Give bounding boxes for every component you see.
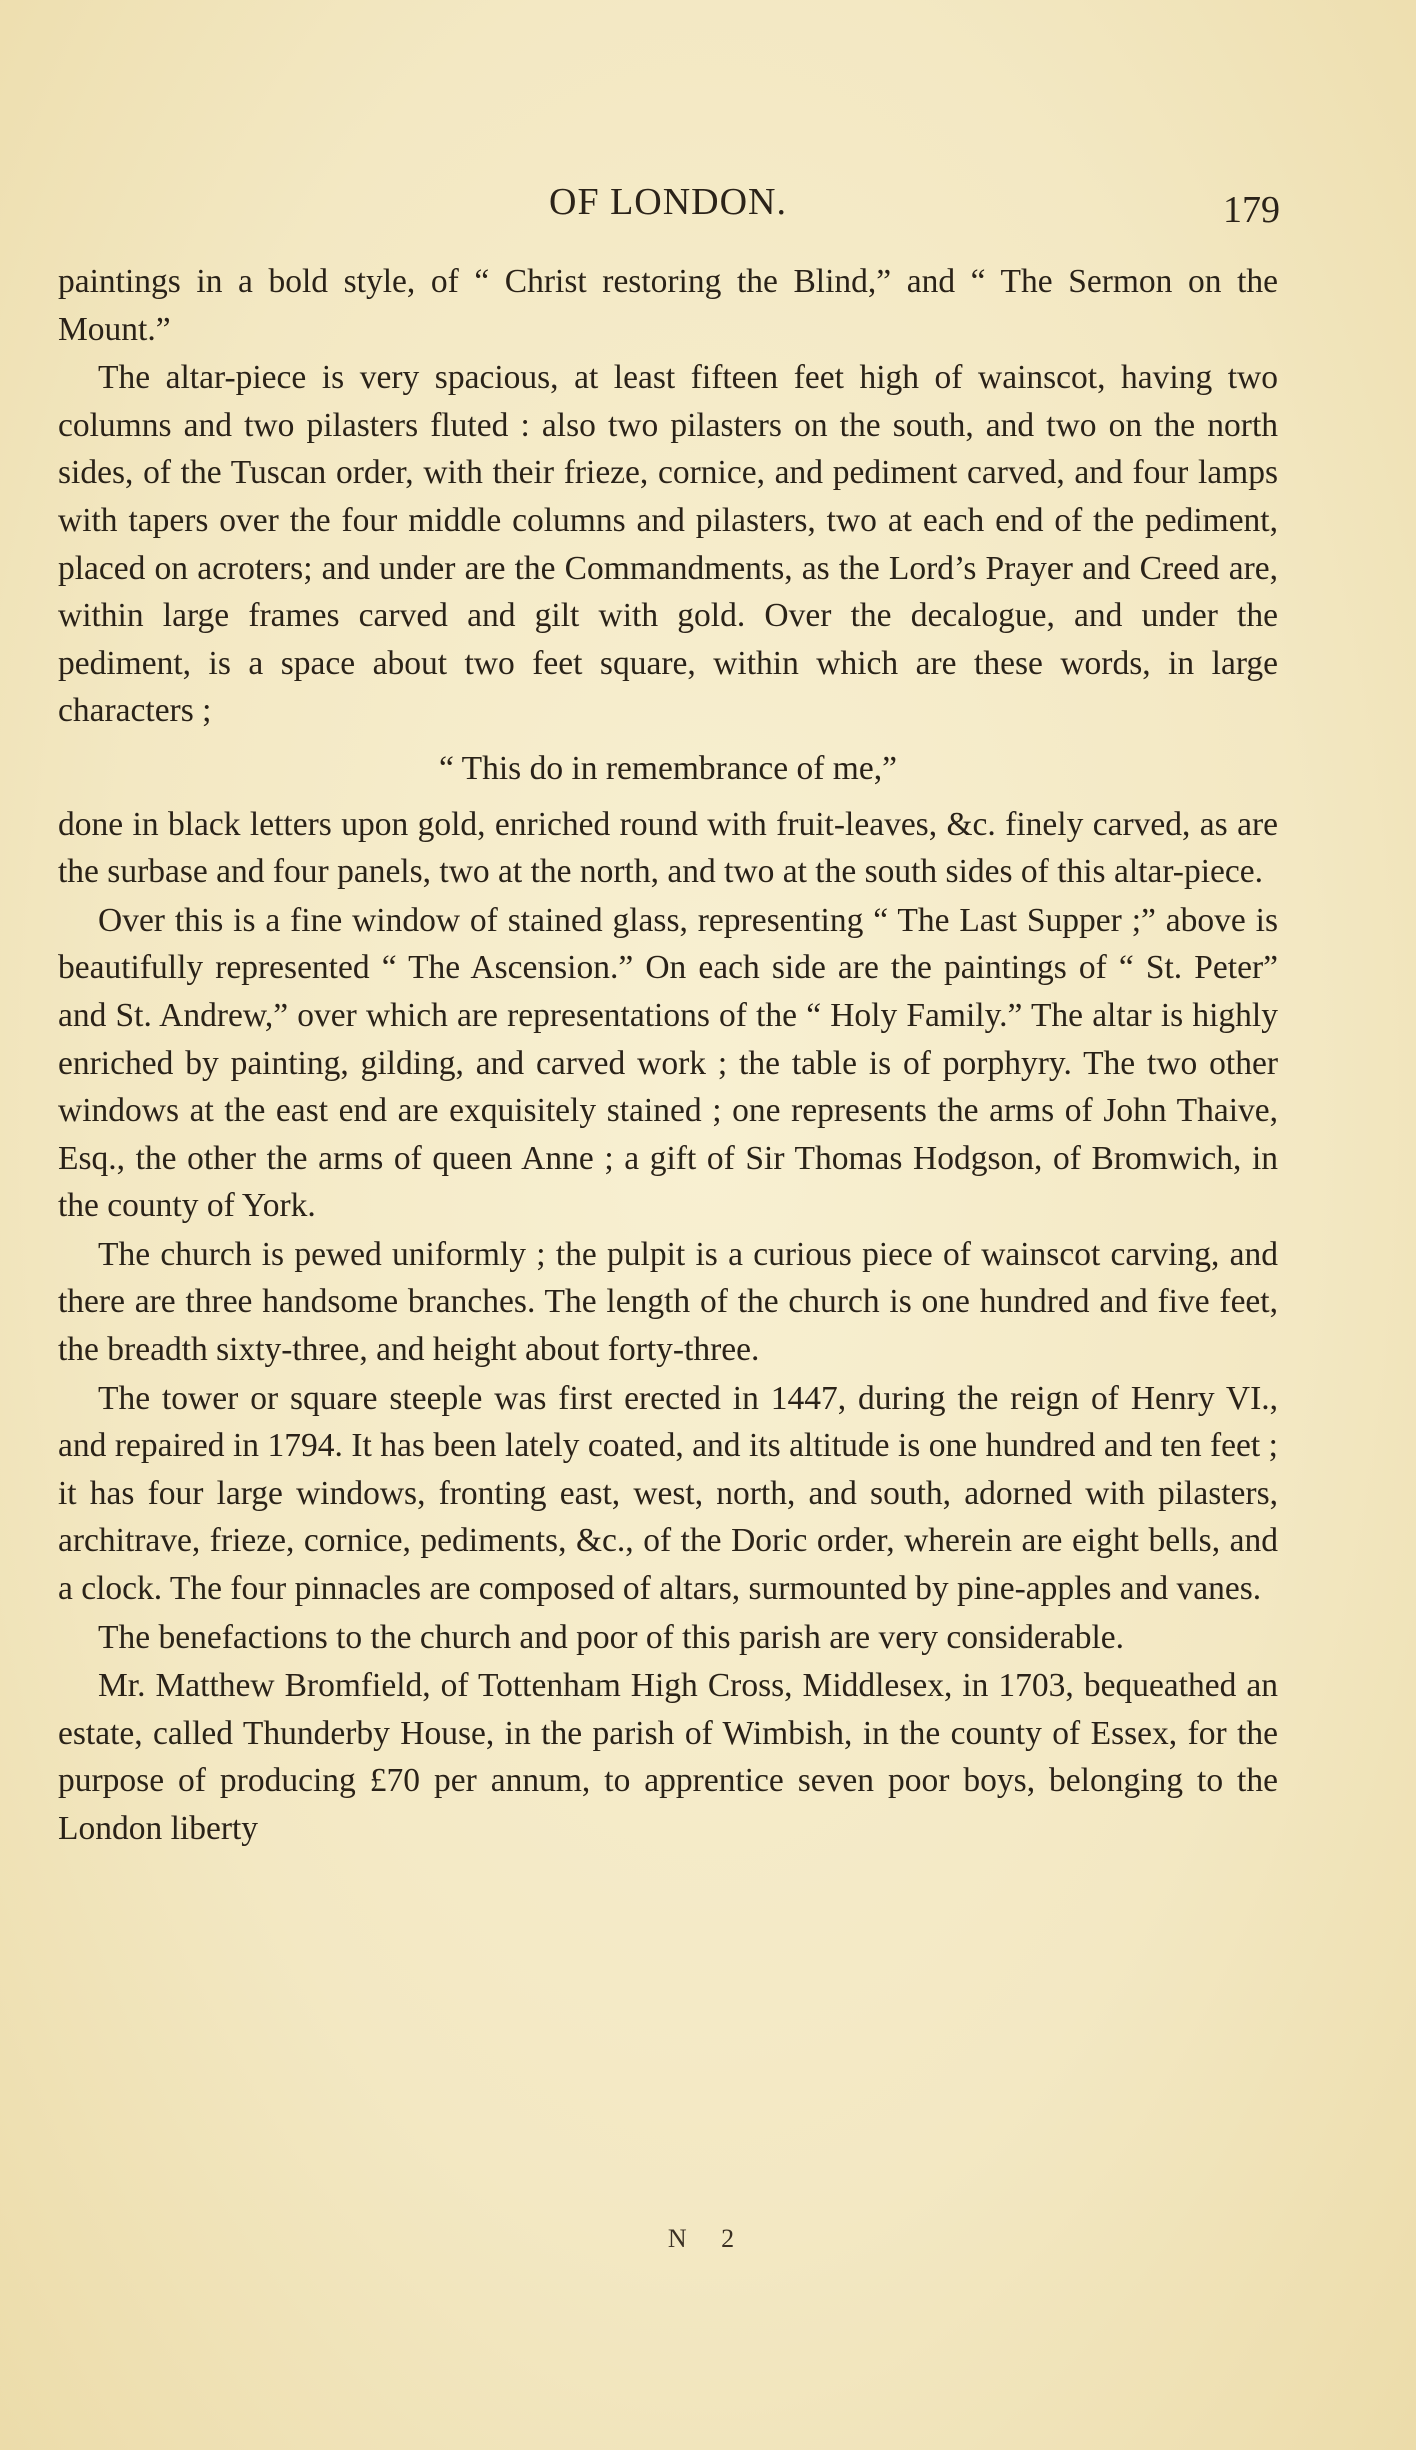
- paragraph-inscription-description: done in black letters upon gold, enriched round with fruit-leaves, &c. finely carved, as are the surbase and four panels, two at the north, and two at the south sides of this altar-piece.: [58, 805, 1278, 891]
- inscription-quote: “ This do in remembrance of me,”: [439, 749, 897, 787]
- body-text: [58, 258, 1278, 1854]
- paragraph-bromfield: Mr. Matthew Bromfield, of Tottenham High Cross, Middlesex, in 1703, bequeathed an estate, called Thunderby House, in the parish of Wimbish, in the county of Essex, for the purpose of producing £70 per annum, to apprentice seven poor boys, belonging to the London liberty: [58, 1667, 1278, 1847]
- paragraph-tower: The tower or square steeple was first erected in 1447, during the reign of Henry VI., and repaired in 1794. It has been lately coated, and its altitude is one hundred and ten feet ; it has four large windows, fronting east, west, north, and south, adorned with pilasters, architrave, frieze, cornice, pediments, &c., of the Doric order, wherein are eight bells, and a clock. The four pinnacles are composed of altars, surmounted by pine-apples and vanes.: [58, 1379, 1278, 1608]
- page-header: [58, 180, 1278, 240]
- page-number: 179: [1223, 189, 1280, 231]
- paragraph-benefactions: The benefactions to the church and poor of this parish are very considerable.: [98, 1618, 1125, 1656]
- paragraph-altar-piece: The altar-piece is very spacious, at least fifteen feet high of wainscot, having two columns and two pilasters fluted : also two pilasters on the south, and two on the north sides, of the Tuscan order, with their frieze, cornice, and pediment carved, and four lamps with tapers over the four middle columns and pilasters, two at each end of the pediment, placed on acroters; and under are the Commandments, as the Lord’s Prayer and Creed are, within large frames carved and gilt with gold. Over the decalogue, and under the pediment, is a space about two feet square, within which are these words, in large characters ;: [58, 359, 1278, 730]
- signature-mark: N 2: [667, 2224, 749, 2253]
- paragraph-continuation: paintings in a bold style, of “ Christ restoring the Blind,” and “ The Sermon on the Mount.”: [58, 263, 1278, 348]
- paragraph-stained-window: Over this is a fine window of stained glass, representing “ The Last Supper ;” above is beautifully represented “ The Ascension.” On each side are the paintings of “ St. Peter” and St. Andrew,” over which are representations of the “ Holy Family.” The altar is highly enriched by painting, gilding, and carved work ; the table is of porphyry. The two other windows at the east end are exquisitely stained ; one represents the arms of John Thaive, Esq., the other the arms of queen Anne ; a gift of Sir Thomas Hodgson, of Bromwich, in the county of York.: [58, 901, 1278, 1225]
- paragraph-pews: The church is pewed uniformly ; the pulpit is a curious piece of wainscot carving, and there are three handsome branches. The length of the church is one hundred and five feet, the breadth sixty-three, and height about forty-three.: [58, 1235, 1278, 1369]
- running-head: OF LONDON.: [549, 181, 787, 223]
